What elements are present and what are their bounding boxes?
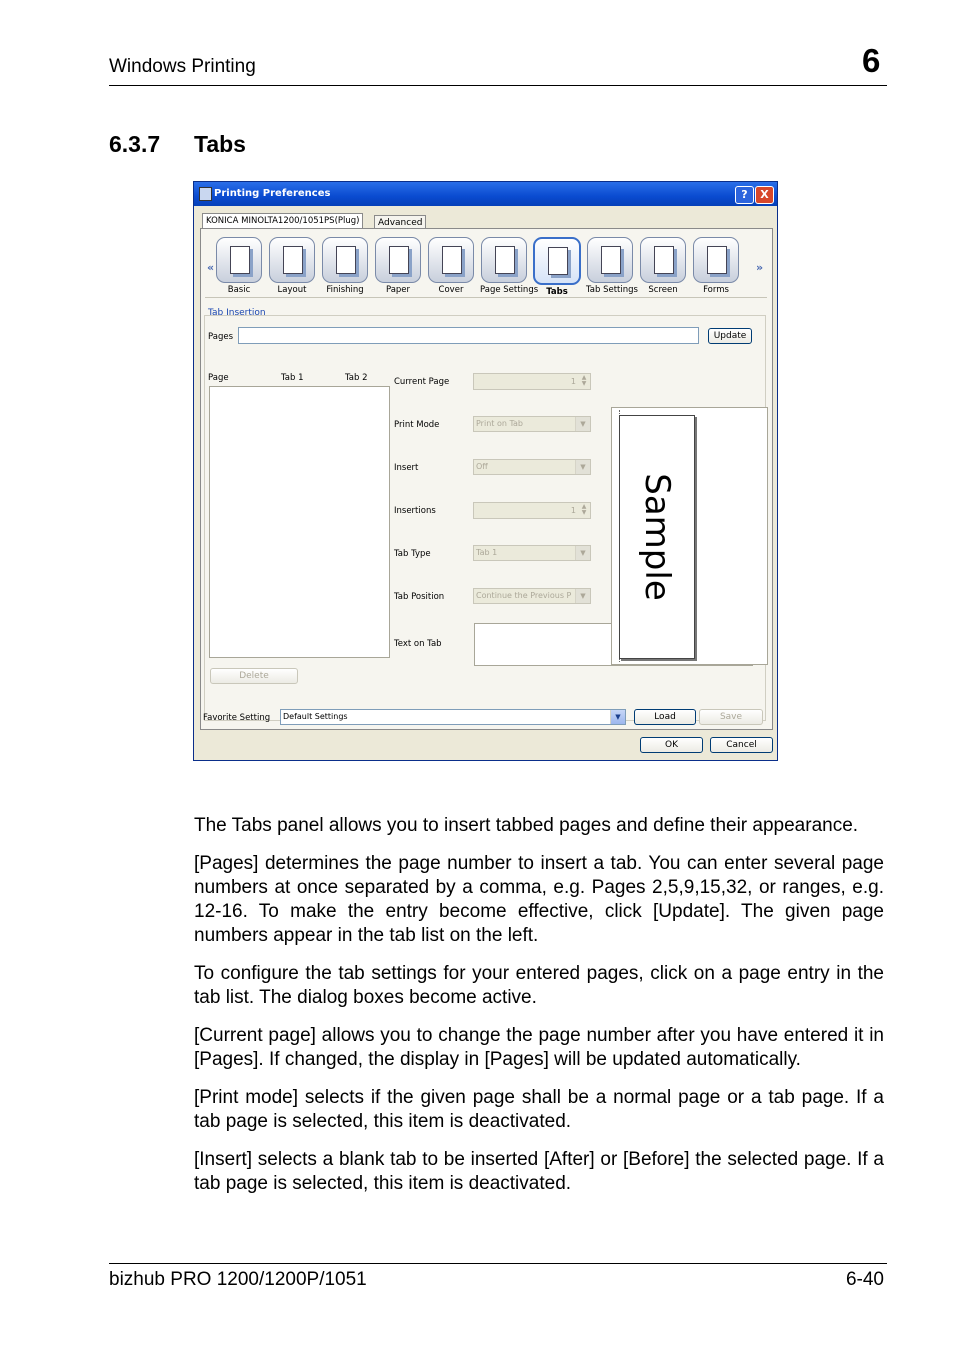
save-button[interactable]: Save [699, 709, 763, 725]
preview-page [619, 415, 695, 659]
paper-icon [375, 237, 421, 283]
scroll-left-icon[interactable]: « [207, 261, 215, 274]
pages-label: Pages [208, 332, 234, 342]
forms-icon [693, 237, 739, 283]
tabs-panel [200, 228, 773, 730]
favorite-setting-value: Default Settings [283, 712, 348, 721]
spinner-icon[interactable]: ▲ ▼ [581, 374, 587, 387]
paragraph: [Pages] determines the page number to insert a tab. You can enter several page numbers at once separated by a comma, e.g. Pages 2,5,9,15,32, or ranges, e.g. 12-16. To make the entry become effective, click [Update]. The given page numbers appear in the tab list on the left. [194, 853, 884, 946]
update-button[interactable]: Update [708, 328, 752, 344]
insertions-input[interactable] [473, 502, 591, 519]
icon-layout[interactable]: Layout [268, 237, 316, 295]
icon-page-settings[interactable]: Page Settings [480, 237, 528, 295]
tab-type-value: Tab 1 [476, 548, 498, 557]
print-mode-label: Print Mode [394, 420, 440, 430]
icon-basic[interactable]: Basic [215, 237, 263, 295]
paragraph: [Current page] allows you to change the page number after you have entered it in [Pages]. If changed, the display in [Pages] will be updated automatically. [194, 1025, 884, 1070]
screen-icon [640, 237, 686, 283]
function-icon-row [205, 233, 767, 298]
tab-advanced[interactable]: Advanced [374, 215, 426, 229]
list-header-tab1: Tab 1 [281, 373, 304, 383]
body-text [194, 814, 884, 1210]
tab-type-label: Tab Type [394, 549, 431, 559]
insert-value: Off [476, 462, 488, 471]
list-header-page: Page [208, 373, 229, 383]
load-button[interactable]: Load [634, 709, 696, 725]
tab-type-select[interactable] [473, 545, 591, 561]
footer-page-number: 6-40 [845, 1269, 884, 1290]
page-settings-icon [481, 237, 527, 283]
spinner-icon[interactable]: ▲ ▼ [581, 503, 587, 516]
running-header-title: Windows Printing [109, 56, 256, 77]
tab-position-select[interactable] [473, 588, 591, 604]
chevron-down-icon: ▼ [575, 546, 590, 560]
icon-finishing[interactable]: Finishing [321, 237, 369, 295]
icon-paper[interactable]: Paper [374, 237, 422, 295]
section-title: Tabs [194, 131, 246, 157]
dialog-title: Printing Preferences [214, 188, 331, 199]
chevron-down-icon: ▼ [575, 417, 590, 431]
current-page-label: Current Page [394, 377, 450, 387]
chevron-down-icon: ▼ [610, 710, 625, 724]
icon-cover[interactable]: Cover [427, 237, 475, 295]
tab-insertion-label: Tab Insertion [208, 308, 266, 318]
pages-input[interactable] [238, 327, 699, 344]
current-page-value: 1 [570, 377, 576, 386]
delete-button[interactable]: Delete [210, 668, 298, 684]
basic-icon [216, 237, 262, 283]
help-button[interactable]: ? [735, 186, 754, 204]
print-mode-select[interactable] [473, 416, 591, 432]
cancel-button[interactable]: Cancel [710, 737, 773, 753]
insert-label: Insert [394, 463, 419, 473]
insertions-value: 1 [570, 506, 576, 515]
tab-position-value: Continue the Previous P [476, 591, 572, 600]
current-page-input[interactable] [473, 373, 591, 390]
section-number: 6.3.7 [109, 131, 161, 157]
icon-tabs[interactable]: Tabs [533, 237, 581, 295]
tab-preview [611, 407, 768, 665]
footer-rule [109, 1263, 887, 1264]
ok-button[interactable]: OK [640, 737, 703, 753]
insert-select[interactable] [473, 459, 591, 475]
tab-printer-driver[interactable]: KONICA MINOLTA1200/1051PS(Plug) [202, 213, 363, 229]
insertions-label: Insertions [394, 506, 436, 516]
close-button[interactable]: X [755, 186, 774, 204]
header-rule [109, 85, 887, 86]
footer-product: bizhub PRO 1200/1200P/1051 [109, 1269, 367, 1290]
scroll-right-icon[interactable]: » [756, 261, 764, 274]
preview-sample-text: Sample [637, 473, 677, 601]
tabs-icon [533, 237, 581, 285]
paragraph: [Print mode] selects if the given page shall be a normal page or a tab page. If a tab page is selected, this item is deactivated. [194, 1087, 884, 1132]
icon-tab-settings[interactable]: Tab Settings [586, 237, 634, 295]
layout-icon [269, 237, 315, 283]
list-header-tab2: Tab 2 [345, 373, 368, 383]
cover-icon [428, 237, 474, 283]
finishing-icon [322, 237, 368, 283]
tab-settings-icon [587, 237, 633, 283]
chevron-down-icon: ▼ [575, 460, 590, 474]
chevron-down-icon: ▼ [575, 589, 590, 603]
paragraph: [Insert] selects a blank tab to be inserted [After] or [Before] the selected page. If a tab page is selected, this item is deactivated. [194, 1149, 884, 1194]
printing-preferences-dialog [193, 181, 778, 761]
printer-icon [199, 187, 212, 201]
paragraph: The Tabs panel allows you to insert tabbed pages and define their appearance. [194, 815, 859, 836]
favorite-setting-label: Favorite Setting [203, 713, 271, 723]
tab-list[interactable] [209, 386, 390, 658]
tab-position-label: Tab Position [394, 592, 445, 602]
icon-forms[interactable]: Forms [692, 237, 740, 295]
dialog-titlebar [194, 182, 777, 206]
print-mode-value: Print on Tab [476, 419, 523, 428]
chapter-number: 6 [862, 42, 881, 79]
icon-screen[interactable]: Screen [639, 237, 687, 295]
favorite-setting-select[interactable] [280, 709, 626, 725]
paragraph: To configure the tab settings for your entered pages, click on a page entry in the tab list. The dialog boxes become active. [194, 963, 884, 1008]
text-on-tab-label: Text on Tab [394, 639, 442, 649]
